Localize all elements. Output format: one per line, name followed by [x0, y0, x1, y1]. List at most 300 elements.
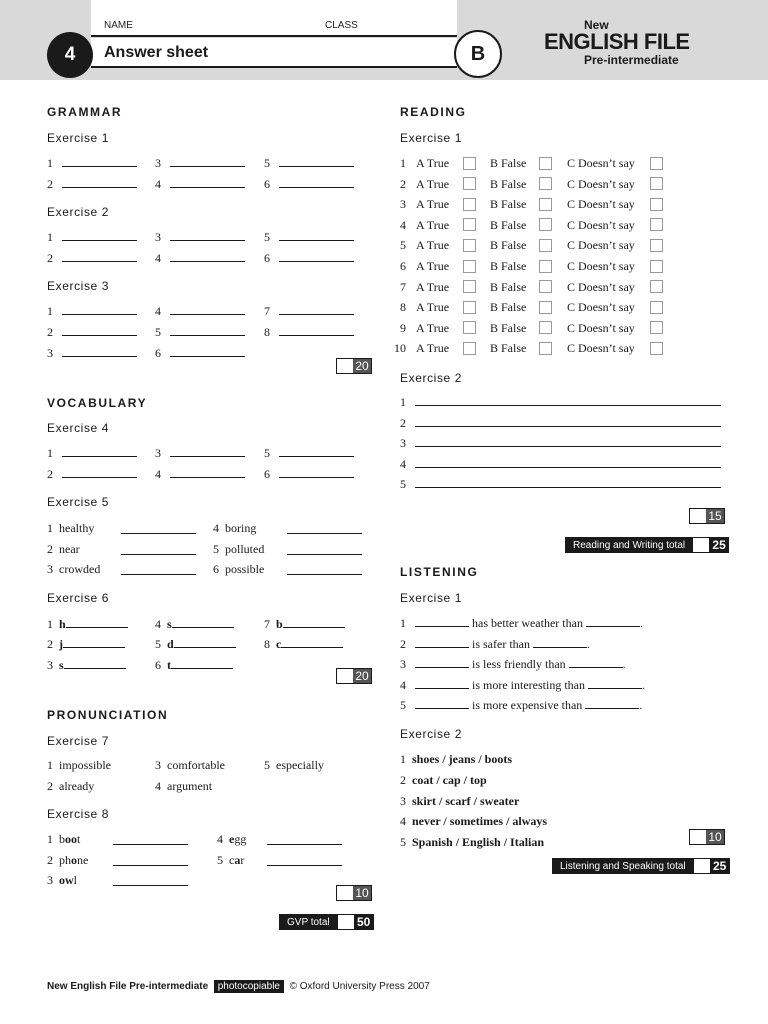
- answer-item[interactable]: [400, 395, 721, 409]
- answer-item[interactable]: [155, 346, 245, 360]
- grammar-score-max: 20: [353, 359, 371, 373]
- score-entry-box[interactable]: [337, 359, 353, 373]
- listening-choice-item[interactable]: [400, 814, 547, 828]
- answer-blank[interactable]: [62, 467, 137, 478]
- answer-blank[interactable]: [172, 617, 234, 628]
- item-number: 3: [47, 562, 53, 576]
- answer-blank[interactable]: [113, 875, 188, 886]
- item-number: 4: [155, 251, 161, 265]
- answer-checkbox[interactable]: [650, 218, 663, 231]
- answer-blank[interactable]: [279, 446, 354, 457]
- item-number: 4: [155, 467, 161, 481]
- answer-checkbox[interactable]: [650, 157, 663, 170]
- item-number: 9: [400, 320, 406, 335]
- answer-blank[interactable]: [287, 544, 362, 555]
- answer-blank[interactable]: [569, 657, 623, 668]
- answer-blank[interactable]: [170, 177, 245, 188]
- answer-item[interactable]: [47, 251, 137, 265]
- answer-blank[interactable]: [415, 395, 721, 406]
- option-label: C Doesn’t say: [567, 341, 635, 356]
- answer-checkbox[interactable]: [650, 321, 663, 334]
- answer-item[interactable]: [155, 637, 236, 651]
- reading-option: [567, 341, 635, 355]
- rw-total-label: Reading and Writing total: [565, 537, 693, 553]
- answer-blank[interactable]: [62, 156, 137, 167]
- answer-item[interactable]: [400, 457, 721, 471]
- answer-blank[interactable]: [415, 457, 721, 468]
- item-number: 5: [400, 835, 406, 850]
- first-letter: d: [167, 637, 174, 651]
- answer-blank[interactable]: [121, 523, 196, 534]
- answer-blank[interactable]: [279, 325, 354, 336]
- item-number: 3: [155, 758, 161, 772]
- reading-option: [416, 300, 449, 314]
- answer-checkbox[interactable]: [463, 280, 476, 293]
- item-number: 3: [400, 197, 406, 212]
- option-label: A True: [416, 259, 450, 273]
- reading-option: [416, 321, 449, 335]
- vocab-word: healthy: [59, 521, 95, 535]
- answer-item[interactable]: [213, 562, 264, 576]
- answer-checkbox[interactable]: [650, 280, 663, 293]
- answer-item[interactable]: [264, 446, 354, 460]
- grammar-ex2-heading: Exercise 2: [47, 205, 110, 219]
- answer-blank[interactable]: [170, 446, 245, 457]
- vocabulary-heading: VOCABULARY: [47, 396, 148, 410]
- option-label: C Doesn’t say: [567, 238, 635, 253]
- answer-blank[interactable]: [533, 637, 587, 648]
- grammar-heading: GRAMMAR: [47, 105, 123, 119]
- first-letter: c: [276, 637, 282, 651]
- item-number: 2: [47, 541, 53, 556]
- reading-option: [416, 156, 449, 170]
- pron-ex8-heading: Exercise 8: [47, 807, 110, 821]
- item-number: 1: [400, 395, 406, 409]
- item-number: 2: [47, 251, 53, 265]
- answer-item[interactable]: [155, 230, 245, 244]
- answer-item[interactable]: [47, 873, 77, 887]
- listening-choice-item[interactable]: [400, 835, 544, 849]
- reading-item-number: [400, 300, 406, 314]
- answer-item[interactable]: [155, 446, 245, 460]
- item-number: 5: [264, 446, 270, 460]
- answer-blank[interactable]: [63, 637, 125, 648]
- answer-item[interactable]: 3 is less friendly than .: [400, 657, 626, 672]
- class-label: CLASS: [325, 20, 358, 31]
- item-number: 4: [400, 814, 406, 829]
- vocab-word: crowded: [59, 562, 101, 576]
- option-label: A True: [416, 279, 450, 294]
- item-number: 2: [47, 467, 53, 481]
- reading-option: [567, 197, 635, 211]
- item-number: 1: [400, 616, 406, 630]
- comparison-phrase: has better weather than: [472, 616, 583, 630]
- page-title: Answer sheet: [104, 44, 209, 61]
- listening-choice-item[interactable]: [400, 794, 519, 808]
- item-number: 5: [213, 541, 219, 556]
- answer-blank[interactable]: [281, 637, 343, 648]
- answer-item[interactable]: [47, 177, 137, 191]
- answer-item[interactable]: [155, 617, 234, 631]
- answer-item[interactable]: [264, 304, 354, 318]
- option-label: B False: [490, 341, 527, 356]
- pron-word: comfortable: [167, 758, 225, 772]
- pron-word: impossible: [59, 758, 112, 772]
- answer-blank[interactable]: [415, 477, 721, 488]
- answer-blank[interactable]: [170, 325, 245, 336]
- listening-heading: LISTENING: [400, 565, 479, 579]
- answer-blank[interactable]: [170, 346, 245, 357]
- answer-item[interactable]: [217, 832, 246, 846]
- reading-option: [567, 238, 635, 252]
- item-number: 10: [394, 341, 406, 356]
- answer-blank[interactable]: [586, 616, 640, 627]
- score-entry-box[interactable]: [337, 886, 353, 900]
- answer-blank[interactable]: [62, 230, 137, 241]
- reading-item-number: [400, 218, 406, 232]
- answer-checkbox[interactable]: [539, 177, 552, 190]
- option-label: A True: [416, 300, 450, 315]
- answer-checkbox[interactable]: [539, 301, 552, 314]
- reading-option: [416, 238, 449, 252]
- answer-blank[interactable]: [62, 325, 137, 336]
- answer-item[interactable]: [47, 230, 137, 244]
- answer-item[interactable]: [47, 637, 125, 651]
- answer-blank[interactable]: [279, 467, 354, 478]
- answer-item[interactable]: [47, 521, 94, 535]
- rw-total-value: 25: [709, 537, 729, 553]
- answer-item[interactable]: [47, 617, 128, 631]
- answer-checkbox[interactable]: [463, 239, 476, 252]
- item-number: 1: [400, 752, 406, 766]
- grammar-ex3-heading: Exercise 3: [47, 279, 110, 293]
- option-label: A True: [416, 176, 450, 191]
- answer-checkbox[interactable]: [650, 198, 663, 211]
- answer-checkbox[interactable]: [463, 218, 476, 231]
- gvp-total: [279, 914, 374, 930]
- item-number: 4: [400, 217, 406, 232]
- option-label: C Doesn’t say: [567, 279, 635, 294]
- option-label: A True: [416, 156, 450, 170]
- answer-blank[interactable]: [415, 416, 721, 427]
- answer-checkbox[interactable]: [463, 157, 476, 170]
- item-number: 3: [400, 436, 406, 451]
- answer-item[interactable]: [400, 436, 721, 450]
- answer-item[interactable]: [47, 325, 137, 339]
- reading-option: [490, 238, 526, 252]
- reading-option: [490, 218, 526, 232]
- pron-item: [47, 779, 94, 793]
- answer-item[interactable]: [264, 467, 354, 481]
- score-entry-box[interactable]: [690, 509, 706, 523]
- pron-word: car: [229, 853, 245, 867]
- answer-item[interactable]: [264, 325, 354, 339]
- vocab-ex5-heading: Exercise 5: [47, 495, 110, 509]
- reading-item-number: [400, 321, 406, 335]
- listening-choice-item[interactable]: [400, 773, 487, 787]
- title-underline: [91, 66, 457, 68]
- item-number: 8: [264, 637, 270, 651]
- answer-blank[interactable]: [267, 834, 342, 845]
- reading-option: [567, 177, 635, 191]
- answer-item[interactable]: [217, 853, 244, 867]
- item-number: 5: [155, 637, 161, 651]
- item-number: 7: [264, 617, 270, 631]
- answer-checkbox[interactable]: [539, 198, 552, 211]
- reading-score-max: 15: [706, 509, 724, 523]
- answer-blank[interactable]: [588, 678, 642, 689]
- option-label: A True: [416, 197, 450, 212]
- answer-checkbox[interactable]: [463, 177, 476, 190]
- first-letter: j: [59, 637, 63, 651]
- answer-item[interactable]: [264, 230, 354, 244]
- answer-checkbox[interactable]: [539, 157, 552, 170]
- reading-item-number: [400, 197, 406, 211]
- reading-option: [490, 280, 526, 294]
- reading-option: [416, 259, 449, 273]
- answer-blank[interactable]: [415, 698, 469, 709]
- item-number: 1: [47, 521, 53, 535]
- option-label: C Doesn’t say: [567, 259, 635, 273]
- answer-checkbox[interactable]: [463, 321, 476, 334]
- word-choices: Spanish / English / Italian: [412, 835, 545, 850]
- listening-choice-item[interactable]: [400, 752, 512, 766]
- pron-item: [47, 758, 111, 772]
- answer-item[interactable]: [47, 832, 80, 846]
- answer-item[interactable]: [47, 467, 137, 481]
- answer-checkbox[interactable]: [539, 239, 552, 252]
- reading-item-number: [400, 259, 406, 273]
- first-letter: s: [167, 617, 172, 631]
- answer-item[interactable]: [155, 177, 245, 191]
- answer-item[interactable]: [155, 251, 245, 265]
- item-number: 1: [47, 832, 53, 846]
- item-number: 6: [155, 346, 161, 360]
- item-number: 4: [155, 617, 161, 631]
- answer-blank[interactable]: [279, 251, 354, 262]
- answer-item[interactable]: [47, 156, 137, 170]
- answer-blank[interactable]: [113, 855, 188, 866]
- answer-item[interactable]: [264, 156, 354, 170]
- pronunciation-heading: PRONUNCIATION: [47, 708, 169, 722]
- item-number: 1: [47, 304, 53, 318]
- item-number: 6: [213, 562, 219, 576]
- item-number: 5: [264, 758, 270, 772]
- answer-blank[interactable]: [170, 156, 245, 167]
- answer-checkbox[interactable]: [650, 301, 663, 314]
- answer-blank[interactable]: [415, 616, 469, 627]
- item-number: 4: [213, 521, 219, 535]
- item-number: 4: [400, 677, 406, 692]
- answer-blank[interactable]: [121, 544, 196, 555]
- score-entry-box[interactable]: [337, 669, 353, 683]
- answer-item[interactable]: [264, 617, 345, 631]
- answer-blank[interactable]: [287, 564, 362, 575]
- answer-item[interactable]: [155, 658, 233, 672]
- answer-item[interactable]: [155, 304, 245, 318]
- answer-checkbox[interactable]: [539, 342, 552, 355]
- pron-ex7-heading: Exercise 7: [47, 734, 110, 748]
- answer-item[interactable]: [155, 156, 245, 170]
- answer-item[interactable]: [155, 467, 245, 481]
- answer-item[interactable]: [400, 477, 721, 491]
- item-number: 3: [155, 446, 161, 460]
- pronunciation-score-box: [336, 885, 372, 901]
- answer-checkbox[interactable]: [463, 342, 476, 355]
- answer-checkbox[interactable]: [539, 280, 552, 293]
- item-number: 8: [400, 300, 406, 315]
- answer-checkbox[interactable]: [650, 260, 663, 273]
- item-number: 3: [400, 657, 406, 672]
- answer-blank[interactable]: [279, 230, 354, 241]
- item-number: 3: [47, 346, 53, 360]
- vocabulary-score-box: [336, 668, 372, 684]
- answer-item[interactable]: [47, 446, 137, 460]
- answer-blank[interactable]: [585, 698, 639, 709]
- answer-blank[interactable]: [62, 251, 137, 262]
- answer-blank[interactable]: [170, 251, 245, 262]
- total-entry-box[interactable]: [693, 537, 709, 553]
- item-number: 1: [47, 230, 53, 244]
- answer-checkbox[interactable]: [463, 260, 476, 273]
- answer-blank[interactable]: [62, 446, 137, 457]
- reading-item-number: [400, 177, 406, 191]
- word-choices: shoes / jeans / boots: [412, 752, 513, 766]
- pron-item: [155, 758, 225, 772]
- answer-item[interactable]: [264, 637, 343, 651]
- answer-item[interactable]: [47, 562, 100, 576]
- answer-blank[interactable]: [170, 304, 245, 315]
- comparison-phrase: is less friendly than: [472, 657, 566, 672]
- score-entry-box[interactable]: [690, 830, 706, 844]
- listening-ex2-heading: Exercise 2: [400, 727, 463, 741]
- answer-blank[interactable]: [415, 637, 469, 648]
- answer-item[interactable]: [264, 177, 354, 191]
- answer-blank[interactable]: [113, 834, 188, 845]
- pron-word: especially: [276, 758, 324, 772]
- option-label: C Doesn’t say: [567, 300, 635, 315]
- answer-blank[interactable]: [174, 637, 236, 648]
- pron-word: boot: [59, 832, 81, 846]
- item-number: 4: [155, 304, 161, 318]
- reading-option: [567, 300, 635, 314]
- answer-item[interactable]: [47, 658, 126, 672]
- answer-checkbox[interactable]: [463, 198, 476, 211]
- answer-blank[interactable]: [279, 304, 354, 315]
- total-entry-box[interactable]: [338, 914, 354, 930]
- answer-checkbox[interactable]: [539, 218, 552, 231]
- item-number: 2: [400, 636, 406, 651]
- answer-blank[interactable]: [415, 657, 469, 668]
- answer-blank[interactable]: [415, 678, 469, 689]
- answer-blank[interactable]: [415, 436, 721, 447]
- answer-blank[interactable]: [283, 617, 345, 628]
- reading-option: [567, 321, 635, 335]
- footer-book-title: New English File Pre-intermediate: [47, 981, 209, 992]
- option-label: C Doesn’t say: [567, 176, 635, 191]
- item-number: 2: [47, 325, 53, 339]
- answer-item[interactable]: [47, 304, 137, 318]
- item-number: 4: [400, 456, 406, 471]
- brand-level: Pre-intermediate: [584, 53, 679, 67]
- item-number: 1: [47, 758, 53, 772]
- answer-blank[interactable]: [66, 617, 128, 628]
- copyright-text: © Oxford University Press 2007: [289, 981, 430, 992]
- answer-checkbox[interactable]: [539, 321, 552, 334]
- answer-blank[interactable]: [287, 523, 362, 534]
- answer-item[interactable]: 2 is safer than .: [400, 636, 590, 651]
- answer-checkbox[interactable]: [539, 260, 552, 273]
- pron-word: argument: [167, 779, 213, 793]
- answer-blank[interactable]: [267, 855, 342, 866]
- answer-blank[interactable]: [62, 346, 137, 357]
- answer-checkbox[interactable]: [650, 342, 663, 355]
- item-number: 6: [400, 259, 406, 273]
- answer-blank[interactable]: [279, 177, 354, 188]
- answer-blank[interactable]: [121, 564, 196, 575]
- first-letter: t: [167, 658, 171, 672]
- option-label: A True: [416, 238, 450, 253]
- answer-item[interactable]: [213, 521, 256, 535]
- answer-blank[interactable]: [64, 658, 126, 669]
- reading-option: [567, 156, 635, 170]
- answer-item[interactable]: 4 is more interesting than .: [400, 677, 645, 692]
- option-label: B False: [490, 279, 527, 294]
- answer-item[interactable]: [47, 346, 137, 360]
- answer-blank[interactable]: [170, 230, 245, 241]
- answer-blank[interactable]: [62, 177, 137, 188]
- item-number: 2: [400, 772, 406, 787]
- item-number: 2: [47, 853, 53, 867]
- item-number: 2: [400, 415, 406, 430]
- answer-item[interactable]: [47, 853, 88, 867]
- answer-blank[interactable]: [171, 658, 233, 669]
- pron-item: [155, 779, 212, 793]
- name-line: [91, 35, 457, 37]
- answer-item[interactable]: 1 has better weather than .: [400, 616, 643, 630]
- answer-item[interactable]: [264, 251, 354, 265]
- answer-item[interactable]: [47, 542, 80, 556]
- first-letter: h: [59, 617, 66, 631]
- answer-checkbox[interactable]: [463, 301, 476, 314]
- item-number: 7: [400, 279, 406, 294]
- answer-checkbox[interactable]: [650, 177, 663, 190]
- vocabulary-score-max: 20: [353, 669, 371, 683]
- item-number: 5: [400, 238, 406, 253]
- reading-option: [416, 280, 449, 294]
- listening-score-max: 10: [706, 830, 724, 844]
- reading-option: [490, 197, 526, 211]
- item-number: 4: [155, 779, 161, 793]
- reading-item-number: [400, 238, 406, 252]
- answer-item[interactable]: 5 is more expensive than .: [400, 698, 643, 713]
- item-number: 2: [400, 176, 406, 191]
- answer-item[interactable]: [155, 325, 245, 339]
- answer-blank[interactable]: [170, 467, 245, 478]
- item-number: 1: [47, 156, 53, 170]
- total-entry-box[interactable]: [694, 858, 710, 874]
- answer-item[interactable]: [213, 542, 264, 556]
- grammar-ex1-heading: Exercise 1: [47, 131, 110, 145]
- option-label: A True: [416, 320, 450, 335]
- item-number: 1: [47, 617, 53, 631]
- answer-blank[interactable]: [62, 304, 137, 315]
- answer-checkbox[interactable]: [650, 239, 663, 252]
- answer-blank[interactable]: [279, 156, 354, 167]
- item-number: 7: [264, 304, 270, 318]
- answer-item[interactable]: [400, 416, 721, 430]
- vocab-ex4-heading: Exercise 4: [47, 421, 110, 435]
